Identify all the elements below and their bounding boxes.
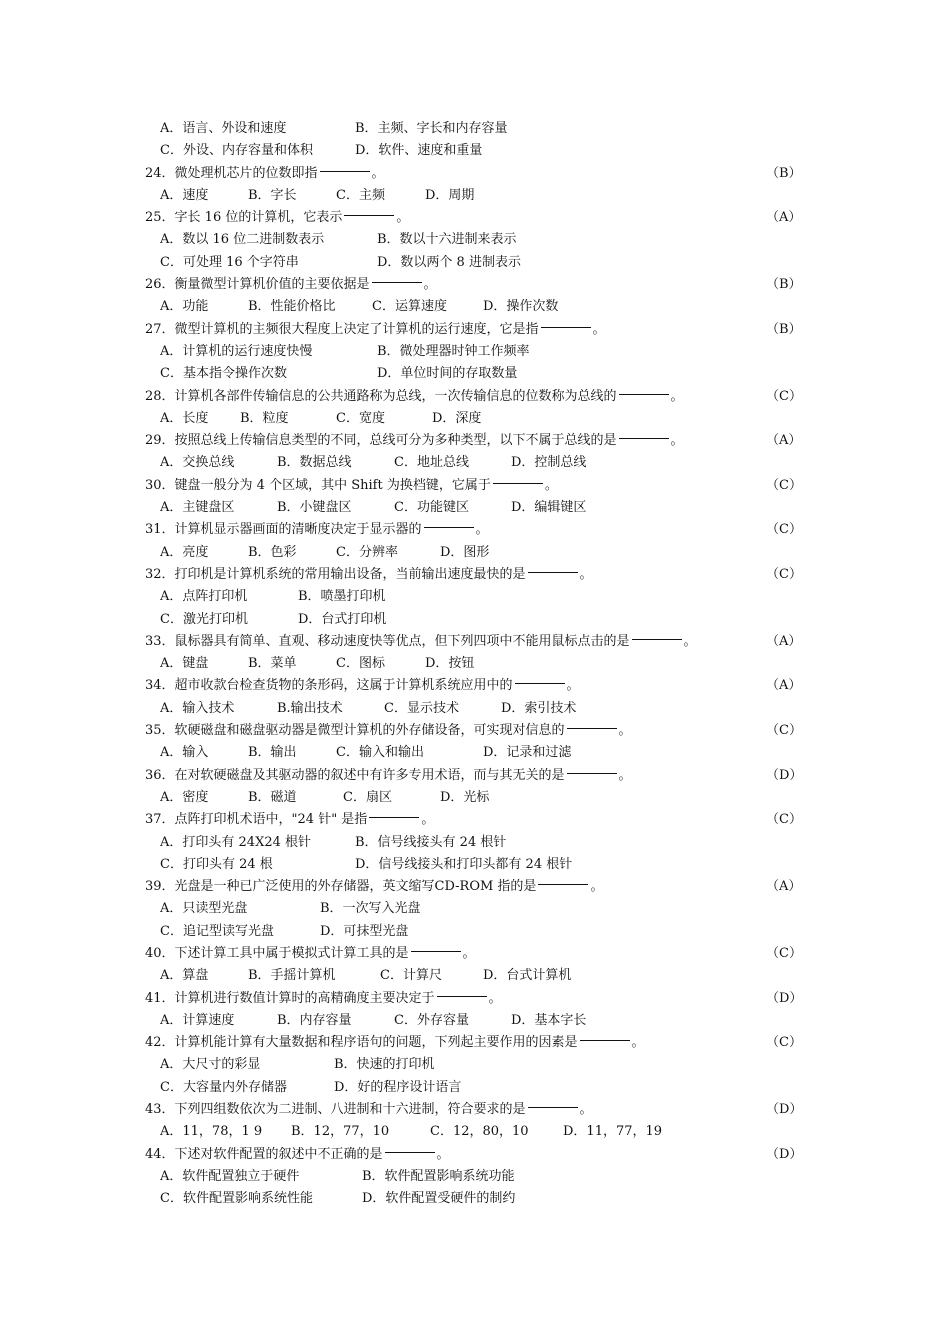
option-text: C．运算速度	[372, 299, 447, 315]
answer-blank	[344, 214, 394, 216]
option-text: B．粒度	[240, 410, 289, 426]
question-line	[0, 720, 950, 742]
option-text: B．数据总线	[277, 455, 352, 471]
options-line	[0, 229, 950, 251]
answer-blank	[411, 950, 461, 952]
question-line	[0, 631, 950, 653]
option-text: D．编辑键区	[511, 500, 587, 516]
option-text: C．激光打印机	[160, 611, 248, 627]
options-line	[0, 1166, 950, 1188]
option-text: D．软件、速度和重量	[355, 143, 483, 159]
question-end-mark: 。	[579, 1102, 593, 1118]
question-text: 44．下述对软件配置的叙述中不正确的是	[145, 1146, 383, 1162]
option-text: C．主频	[336, 187, 385, 203]
question-text: 33．鼠标器具有简单、直观、移动速度快等优点，但下列四项中不能用鼠标点击的是	[145, 633, 630, 649]
answer-key: （A）	[766, 210, 802, 226]
question-text: 31．计算机显示器画面的清晰度决定于显示器的	[145, 522, 422, 538]
answer-key: （C）	[766, 723, 802, 739]
option-text: B．快速的打印机	[334, 1057, 435, 1073]
options-line	[0, 586, 950, 608]
options-line	[0, 252, 950, 274]
option-text: D．基本字长	[511, 1012, 587, 1028]
option-text: B．软件配置影响系统功能	[362, 1168, 515, 1184]
question-line	[0, 675, 950, 697]
question-line	[0, 988, 950, 1010]
option-text: A．速度	[160, 187, 209, 203]
options-line	[0, 965, 950, 987]
option-text: C．功能键区	[394, 500, 469, 516]
question-text: 30．键盘一般分为 4 个区域，其中 Shift 为换档键，它属于	[145, 477, 491, 493]
option-text: C．外存容量	[394, 1012, 469, 1028]
answer-key: （D）	[766, 1146, 803, 1162]
answer-blank	[437, 995, 487, 997]
option-text: B．字长	[248, 187, 297, 203]
question-end-mark: 。	[436, 1146, 450, 1162]
exam-page	[0, 118, 950, 1211]
option-text: C．计算尺	[380, 968, 442, 984]
answer-key: （A）	[766, 433, 802, 449]
option-text: D．记录和过滤	[483, 745, 572, 761]
option-text: B.输出技术	[277, 700, 343, 716]
answer-key: （D）	[766, 990, 803, 1006]
option-text: A．交换总线	[160, 455, 235, 471]
options-line	[0, 921, 950, 943]
question-end-mark: 。	[579, 566, 593, 582]
option-text: B．色彩	[248, 544, 297, 560]
option-text: C．输入和输出	[336, 745, 424, 761]
question-text: 35．软硬磁盘和磁盘驱动器是微型计算机的外存储设备，可实现对信息的	[145, 723, 565, 739]
option-text: D．深度	[432, 410, 482, 426]
options-line	[0, 1010, 950, 1032]
option-text: D．信号线接头和打印头都有 24 根针	[355, 856, 573, 872]
option-text: B．输出	[248, 745, 297, 761]
options-line	[0, 452, 950, 474]
question-line	[0, 386, 950, 408]
question-text: 39．光盘是一种已广泛使用的外存储器，英文缩写CD-ROM 指的是	[145, 879, 537, 895]
option-text: C．打印头有 24 根	[160, 856, 273, 872]
option-text: B．数以十六进制来表示	[377, 232, 517, 248]
options-line	[0, 296, 950, 318]
option-text: A．密度	[160, 789, 209, 805]
answer-blank	[619, 437, 669, 439]
question-line	[0, 943, 950, 965]
options-line	[0, 542, 950, 564]
options-line	[0, 1121, 950, 1143]
option-text: A．点阵打印机	[160, 589, 248, 605]
option-text: A．打印头有 24X24 根针	[160, 834, 311, 850]
option-text: A．只读型光盘	[160, 901, 248, 917]
answer-blank	[372, 281, 422, 283]
answer-key: （C）	[766, 522, 802, 538]
option-text: A．计算速度	[160, 1012, 235, 1028]
option-text: D．光标	[440, 789, 490, 805]
question-text: 42．计算机能计算有大量数据和程序语句的问题，下列起主要作用的因素是	[145, 1035, 578, 1051]
options-line	[0, 609, 950, 631]
question-text: 36．在对软硬磁盘及其驱动器的叙述中有许多专用术语，而与其无关的是	[145, 767, 565, 783]
answer-key: （C）	[766, 945, 802, 961]
question-text: 40．下述计算工具中属于模拟式计算工具的是	[145, 945, 409, 961]
question-line	[0, 319, 950, 341]
options-line	[0, 185, 950, 207]
question-line	[0, 475, 950, 497]
options-line	[0, 698, 950, 720]
option-text: D．数以两个 8 进制表示	[377, 254, 521, 270]
options-line	[0, 653, 950, 675]
options-line	[0, 832, 950, 854]
answer-blank	[528, 571, 578, 573]
option-text: B．12，77，10	[291, 1124, 390, 1140]
answer-key: （C）	[766, 566, 802, 582]
question-line	[0, 207, 950, 229]
answer-key: （A）	[766, 678, 802, 694]
option-text: C．大容量内外存储器	[160, 1079, 287, 1095]
answer-blank	[369, 816, 419, 818]
question-line	[0, 765, 950, 787]
options-line	[0, 742, 950, 764]
answer-key: （B）	[766, 321, 802, 337]
options-line	[0, 898, 950, 920]
options-line	[0, 1077, 950, 1099]
answer-key: （C）	[766, 812, 802, 828]
question-text: 43．下列四组数依次为二进制、八进制和十六进制，符合要求的是	[145, 1102, 526, 1118]
answer-blank	[424, 526, 474, 528]
question-line	[0, 163, 950, 185]
answer-blank	[580, 1039, 630, 1041]
answer-key: （C）	[766, 1035, 802, 1051]
options-line	[0, 140, 950, 162]
option-text: A．大尺寸的彩显	[160, 1057, 261, 1073]
option-text: C．12，80，10	[430, 1124, 529, 1140]
option-text: C．软件配置影响系统性能	[160, 1191, 313, 1207]
option-text: A．输入技术	[160, 700, 235, 716]
option-text: D．好的程序设计语言	[334, 1079, 462, 1095]
answer-blank	[538, 883, 588, 885]
question-line	[0, 430, 950, 452]
options-line	[0, 1054, 950, 1076]
option-text: C．追记型读写光盘	[160, 923, 274, 939]
option-text: B．菜单	[248, 656, 297, 672]
answer-key: （C）	[766, 388, 802, 404]
question-end-mark: 。	[488, 990, 502, 1006]
option-text: B．性能价格比	[248, 299, 336, 315]
answer-blank	[541, 326, 591, 328]
question-line	[0, 1032, 950, 1054]
option-text: D．控制总线	[511, 455, 587, 471]
option-text: D．按钮	[425, 656, 475, 672]
question-end-mark: 。	[592, 321, 606, 337]
answer-key: （A）	[766, 633, 802, 649]
question-end-mark: 。	[421, 812, 435, 828]
options-line	[0, 854, 950, 876]
option-text: A．软件配置独立于硬件	[160, 1168, 300, 1184]
options-line	[0, 408, 950, 430]
question-end-mark: 。	[670, 388, 684, 404]
question-end-mark: 。	[590, 879, 604, 895]
question-text: 32．打印机是计算机系统的常用输出设备，当前输出速度最快的是	[145, 566, 526, 582]
question-line	[0, 274, 950, 296]
question-text: 37．点阵打印机术语中，"24 针" 是指	[145, 812, 368, 828]
question-end-mark: 。	[683, 633, 697, 649]
answer-blank	[320, 170, 370, 172]
question-line	[0, 876, 950, 898]
option-text: D．11，77，19	[563, 1124, 663, 1140]
question-text: 28．计算机各部件传输信息的公共通路称为总线，一次传输信息的位数称为总线的	[145, 388, 617, 404]
answer-blank	[515, 682, 565, 684]
option-text: D．图形	[440, 544, 490, 560]
answer-blank	[567, 727, 617, 729]
option-text: D．软件配置受硬件的制约	[362, 1191, 516, 1207]
option-text: A．计算机的运行速度快慢	[160, 343, 313, 359]
option-text: C．图标	[336, 656, 385, 672]
option-text: D．单位时间的存取数量	[377, 366, 518, 382]
option-text: D．周期	[425, 187, 475, 203]
option-text: A．主键盘区	[160, 500, 235, 516]
option-text: C．基本指令操作次数	[160, 366, 287, 382]
option-text: A．功能	[160, 299, 209, 315]
question-end-mark: 。	[423, 277, 437, 293]
question-end-mark: 。	[631, 1035, 645, 1051]
option-text: A．数以 16 位二进制数表示	[160, 232, 325, 248]
answer-key: （A）	[766, 879, 802, 895]
question-line	[0, 564, 950, 586]
option-text: C．地址总线	[394, 455, 469, 471]
answer-key: （B）	[766, 277, 802, 293]
option-text: C．可处理 16 个字符串	[160, 254, 299, 270]
answer-blank	[528, 1106, 578, 1108]
option-text: B．喷墨打印机	[298, 589, 386, 605]
option-text: A．语言、外设和速度	[160, 121, 287, 136]
option-text: A．亮度	[160, 544, 209, 560]
answer-blank	[619, 393, 669, 395]
options-line	[0, 497, 950, 519]
option-text: B．信号线接头有 24 根针	[355, 834, 507, 850]
question-end-mark: 。	[371, 165, 385, 181]
options-line	[0, 787, 950, 809]
option-text: B．小键盘区	[277, 500, 352, 516]
question-text: 27．微型计算机的主频很大程度上决定了计算机的运行速度，它是指	[145, 321, 539, 337]
options-line	[0, 363, 950, 385]
question-end-mark: 。	[475, 522, 489, 538]
question-end-mark: 。	[618, 767, 632, 783]
option-text: A．算盘	[160, 968, 209, 984]
options-line	[0, 341, 950, 363]
question-line	[0, 809, 950, 831]
question-text: 26．衡量微型计算机价值的主要依据是	[145, 277, 370, 293]
answer-blank	[493, 482, 543, 484]
option-text: C．扇区	[343, 789, 392, 805]
question-end-mark: 。	[566, 678, 580, 694]
question-line	[0, 1099, 950, 1121]
option-text: B．手摇计算机	[248, 968, 336, 984]
option-text: D．台式打印机	[298, 611, 387, 627]
answer-key: （B）	[766, 165, 802, 181]
answer-blank	[632, 638, 682, 640]
option-text: B．微处理器时钟工作频率	[377, 343, 530, 359]
answer-key: （D）	[766, 1102, 803, 1118]
option-text: B．内存容量	[277, 1012, 352, 1028]
option-text: D．可抹型光盘	[320, 923, 409, 939]
option-text: D．索引技术	[501, 700, 577, 716]
option-text: A．长度	[160, 410, 209, 426]
answer-key: （C）	[766, 477, 802, 493]
question-text: 41．计算机进行数值计算时的高精确度主要决定于	[145, 990, 435, 1006]
option-text: B．主频、字长和内存容量	[355, 121, 508, 136]
option-text: B．磁道	[248, 789, 297, 805]
option-text: D．台式计算机	[483, 968, 572, 984]
answer-blank	[567, 772, 617, 774]
question-text: 29．按照总线上传输信息类型的不同，总线可分为多种类型，以下不属于总线的是	[145, 433, 617, 449]
option-text: C．宽度	[336, 410, 385, 426]
question-end-mark: 。	[544, 477, 558, 493]
answer-key: （D）	[766, 767, 803, 783]
option-text: A．输入	[160, 745, 209, 761]
option-text: C．分辨率	[336, 544, 398, 560]
answer-blank	[385, 1151, 435, 1153]
question-line	[0, 519, 950, 541]
option-text: B．一次写入光盘	[320, 901, 421, 917]
option-text: A．11，78，1 9	[160, 1124, 263, 1140]
option-text: D．操作次数	[483, 299, 559, 315]
option-text: C．外设、内存容量和体积	[160, 143, 313, 159]
question-text: 34．超市收款台检查货物的条形码，这属于计算机系统应用中的	[145, 678, 513, 694]
question-end-mark: 。	[618, 723, 632, 739]
options-line	[0, 118, 950, 140]
option-text: A．键盘	[160, 656, 209, 672]
question-line	[0, 1144, 950, 1166]
question-end-mark: 。	[396, 210, 410, 226]
question-text: 25．字长 16 位的计算机，它表示	[145, 210, 343, 226]
question-end-mark: 。	[670, 433, 684, 449]
question-text: 24．微处理机芯片的位数即指	[145, 165, 318, 181]
options-line	[0, 1188, 950, 1210]
question-end-mark: 。	[462, 945, 476, 961]
option-text: C．显示技术	[384, 700, 459, 716]
